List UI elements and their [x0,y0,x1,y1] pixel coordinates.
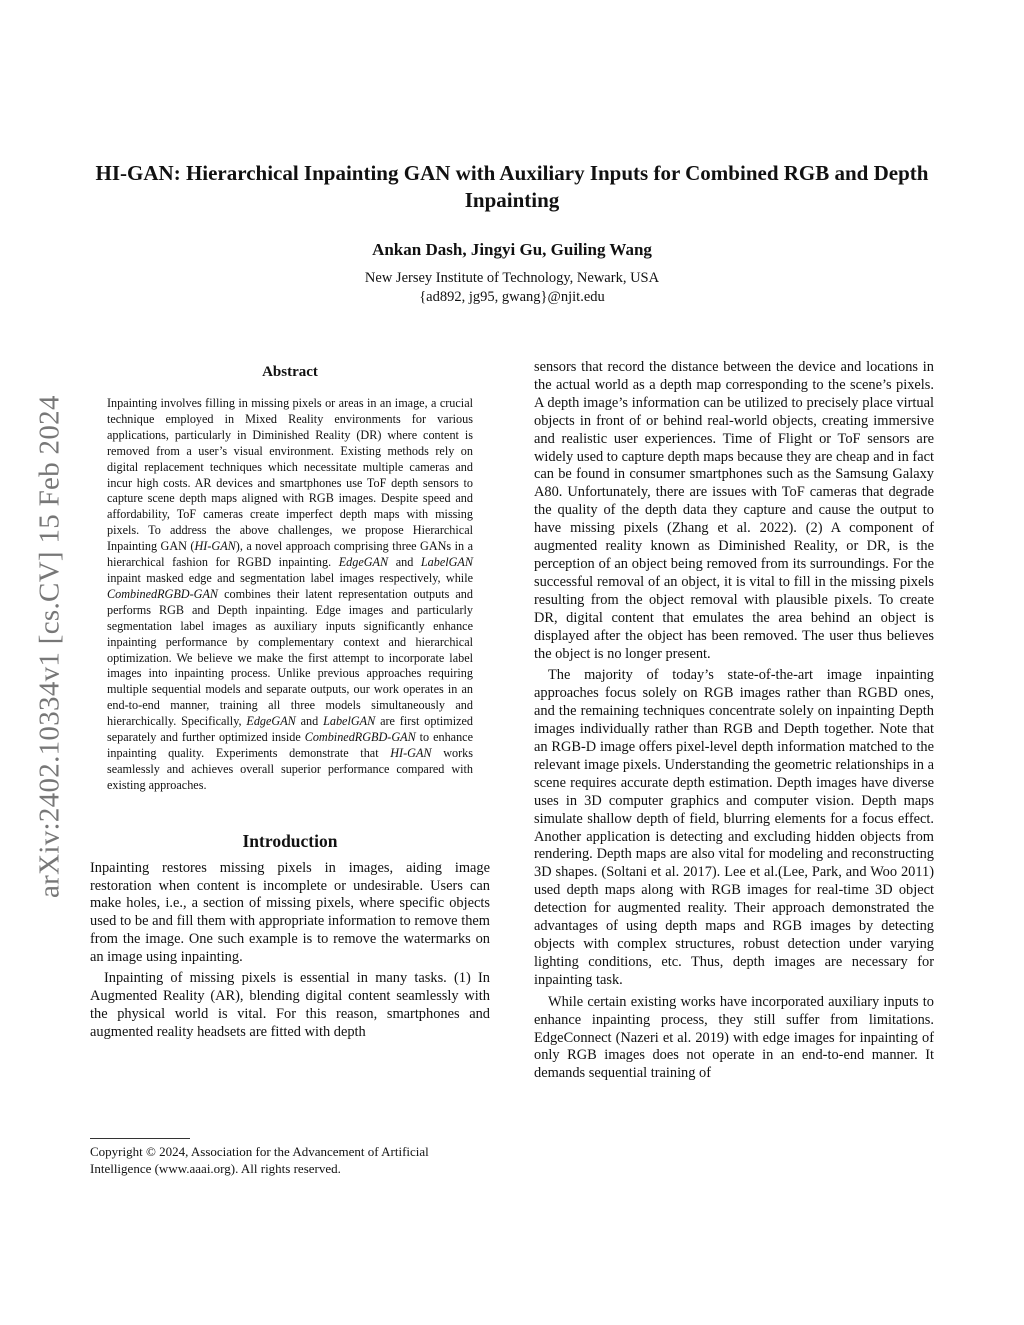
intro-paragraph-4: While certain existing works have incorporated auxiliary inputs to enhance inpainting process, they still suffer from limitations. EdgeConnect (Nazeri et al. 2019) with edge images for inpainting of only RGB images does not operate in an end-to-end manner. It demands sequential training of [534,993,934,1082]
footnote-divider [90,1138,190,1139]
abstract-text: Inpainting involves filling in missing pixels or areas in an image, a crucial technique employed in Mixed Reality environments for various applications, particularly in Diminished Reality (DR) where content is removed from a user’s visual environment. Existing methods rely on digital replacement techniques which necessitate multiple cameras and incur high costs. AR devices and smartphones use ToF depth sensors to capture scene depth maps aligned with RGB images. Despite speed and affordability, ToF cameras create imperfect depth maps with missing pixels. To address the above challenges, we propose Hierarchical Inpainting GAN (HI-GAN), a novel approach comprising three GANs in a hierarchical fashion for RGBD inpainting. EdgeGAN and LabelGAN inpaint masked edge and segmentation label images respectively, while CombinedRGBD-GAN combines their latent representation outputs and performs RGB and Depth inpainting. Edge images and particularly segmentation label images as auxiliary inputs significantly enhance inpainting performance by complementary context and hierarchical optimization. We believe we make the first attempt to incorporate label images into inpainting process. Unlike previous approaches requiring multiple sequential models and separate outputs, our work operates in an end-to-end manner, training all three models simultaneously and hierarchically. Specifically, EdgeGAN and LabelGAN are first optimized separately and further optimized inside CombinedRGBD-GAN to enhance inpainting quality. Experiments demonstrate that HI-GAN works seamlessly and achieves overall superior performance compared with existing approaches. [107,396,473,792]
abstract-heading: Abstract [262,364,318,380]
intro-paragraph-3: The majority of today’s state-of-the-art image inpainting approaches focus solely on RGB images rather than RGBD ones, and the remaining techniques concentrate solely on inpainting Depth images individually rather than RGB and Depth together. Note that an RGB-D image offers pixel-level depth information matched to the relevant image pixels. Understanding the geometric relationships in a scene requires accurate depth estimation. Depth images have diverse uses in 3D computer graphics and computer vision. Depth maps simulate shallow depth of field, blurring elements for a focus effect. Another application is detecting and excluding hidden objects from rendering. Depth maps are also vital for modeling and reconstructing 3D shapes. (Soltani et al. 2017). Lee et al.(Lee, Park, and Woo 2011) used depth maps along with RGB images for real-time 3D object detection for augmented reality. Their approach demonstrated the advantages of using depth maps and RGB images by detecting objects with complex structures, robust detection under varying lighting conditions, etc. Thus, depth images are necessary for inpainting task. [534,667,934,988]
affiliation: New Jersey Institute of Technology, Newark, USA [364,270,660,286]
paper-title: HI-GAN: Hierarchical Inpainting GAN with Auxiliary Inputs for Combined RGB and Depth Inpainting [95,161,929,212]
intro-paragraph-2: Inpainting of missing pixels is essential in many tasks. (1) In Augmented Reality (AR), blending digital content seamlessly with the physical world is vital. For this reason, smartphones and augmented reality headsets are fitted with depth [90,970,490,1040]
intro-paragraph-2-continued: sensors that record the distance between the device and locations in the actual world as a depth map corresponding to the scene’s pixels. A depth image’s information can be utilized to precisely place virtual objects in front of or behind real-world objects, creating immersive and realistic user experiences. Time of Flight or ToF sensors are widely used to capture depth maps because they are cheap and in fact can be found in consumer smartphones such as the Samsung Galaxy A80. Unfortunately, there are issues with ToF cameras that degrade the quality of the depth data they capture and cause the output to have missing pixels (Zhang et al. 2022). (2) A component of augmented reality known as Diminished Reality, or DR, is the perception of an object being removed from its surroundings. For the successful removal of an object, it is vital to fill in the missing pixels resulting from the object removal with plausible pixels. To create DR, digital content that emulates the area behind an object is displayed after the object has been removed. The user thus believes the object is no longer present. [534,359,934,662]
author-emails: {ad892, jg95, gwang}@njit.edu [419,289,605,305]
author-list: Ankan Dash, Jingyi Gu, Guiling Wang [372,240,652,259]
introduction-heading: Introduction [242,830,338,851]
copyright-footnote: Copyright © 2024, Association for the Advancement of Artificial Intelligence (www.aaai.org). All rights reserved. [90,1144,429,1176]
affiliation-block [80,269,944,307]
intro-paragraph-1: Inpainting restores missing pixels in images, aiding image restoration when content is incomplete or undesirable. Users can make holes, i.e., a section of missing pixels, where specific objects used to be and fill them with appropriate information to remove them from the image. One such example is to remove the watermarks on an image using inpainting. [90,859,490,966]
arxiv-identifier: arXiv:2402.10334v1 [cs.CV] 15 Feb 2024 [33,395,66,898]
right-column [534,359,934,1083]
left-column [90,362,490,1042]
